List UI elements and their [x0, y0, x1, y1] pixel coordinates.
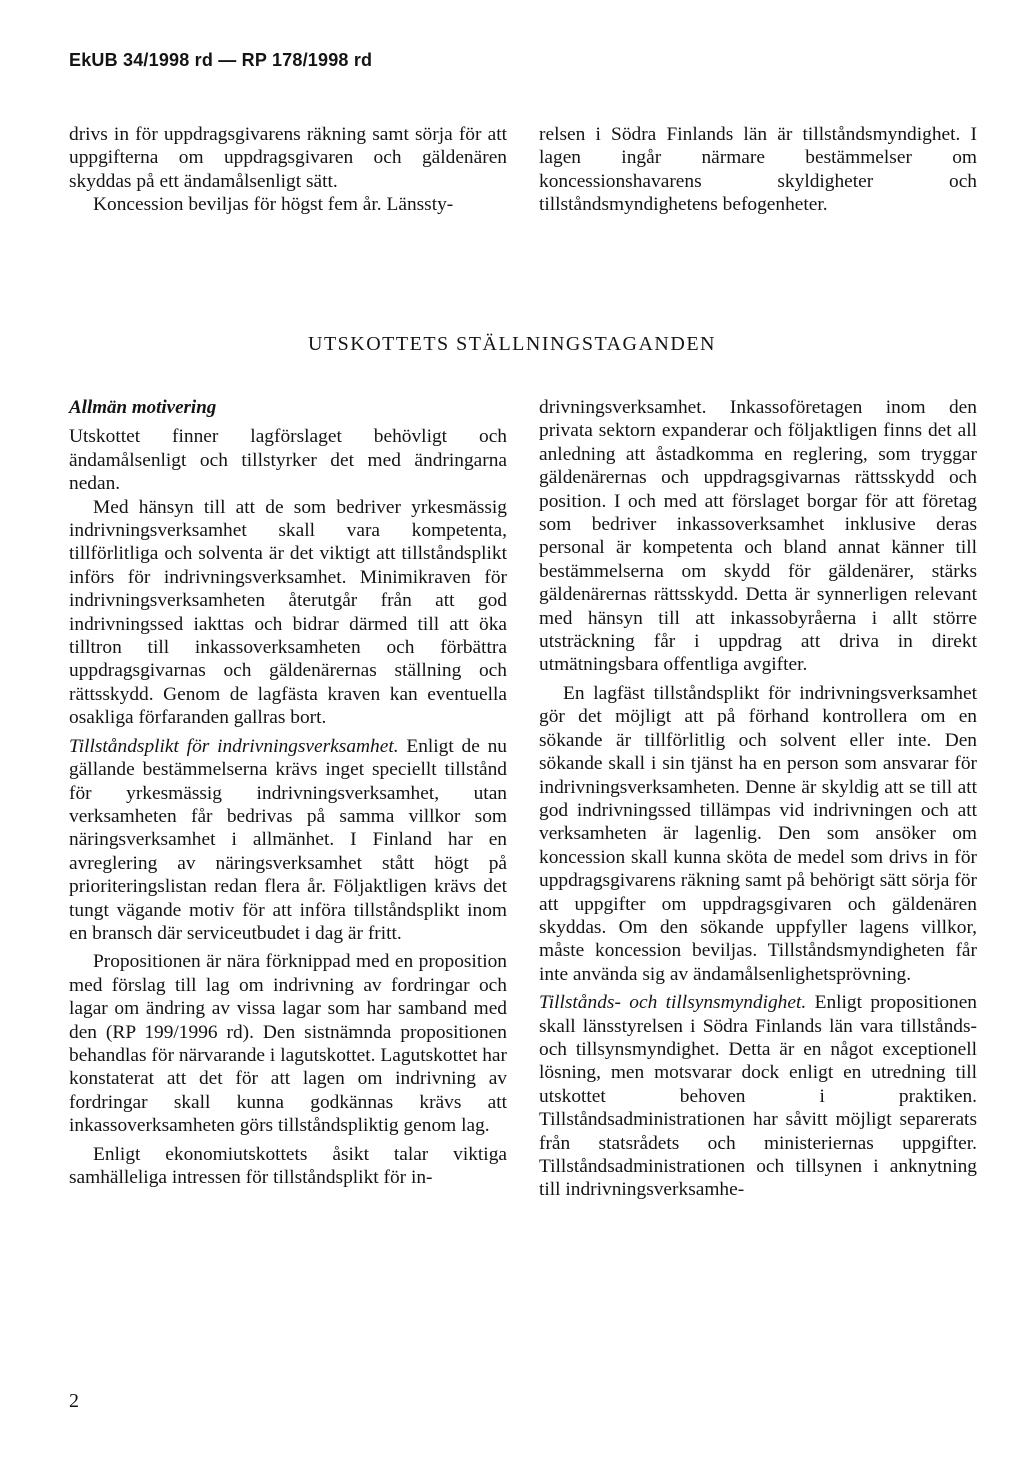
page-number: 2: [69, 1390, 79, 1412]
right-paragraph-3-text: Enligt propositionen skall länsstyrelsen i Södra Finlands län vara tillstånds- och tillsynsmyndighet. Detta är en något exceptionell lösning, men motsvarar dock enligt en utredning till utskottet behoven i praktiken. Tillståndsadministrationen har såvitt möjligt separerats från statsrådets och ministeriernas uppgifter. Tillståndsadministrationen och tillsynen i anknytning till indrivningsverksamhe-: [539, 992, 978, 1201]
right-column: [539, 396, 977, 1202]
right-paragraph-3: [539, 991, 977, 1202]
right-paragraph-2: En lagfäst tillståndsplikt för indrivningsverksamhet gör det möjligt att på förhand kontrollera om en sökande är tillförlitlig och solvent eller inte. Den sökande skall i sin tjänst ha en person som ansvarar för indrivningsverksamheten. Denne är skyldig att se till att god indrivningssed tillämpas vid indrivningen och att verksamheten är lagenlig. Den som ansöker om koncession skall kunna sköta de medel som drivs in för uppdragsgivarens räkning samt på behörigt sätt sörja för att uppgifter om uppdragsgivaren och gäldenären skyddas. Om den sökande uppfyller lagens villkor, måste koncession beviljas. Tillståndsmyndigheten får inte använda sig av ändamålsenlighetsprövning.: [539, 682, 977, 985]
left-paragraph-3: [69, 735, 507, 946]
top-right-column: [539, 123, 977, 217]
right-paragraph-1: drivningsverksamhet. Inkassoföretagen inom den privata sektorn expanderar och följaktligen finns det all anledning att åstadkomma en reglering, som tryggar gäldenärernas och uppdragsgivarnas rättsskydd och position. I och med att förslaget borgar för att företag som bedriver inkassoverksamhet inklusive deras personal är kompetenta och bland annat känner till bestämmelserna om skydd för gäldenärer, stärks gäldenärernas rättsskydd. Detta är synnerligen relevant med hänsyn till att inkassobyråerna i allt större utsträckning får i uppdrag att driva in direkt utmätningsbara offentliga avgifter.: [539, 397, 977, 676]
left-column: [69, 396, 507, 1189]
left-paragraph-2: Med hänsyn till att de som bedriver yrkesmässig indrivningsverksamhet skall vara kompetenta, tillförlitliga och solventa är det viktigt att tillståndsplikt införs för indrivningsverksamhet. Minimikraven för indrivningsverksamheten återutgår från att god indrivningssed iakttas och bidrar därmed till att öka tilltron till inkassoverksamheten och förbättra uppdragsgivarnas och gäldenärernas ställning och rättsskydd. Genom de lagfästa kraven kan eventuella osakliga förfaranden gallras bort.: [69, 496, 507, 729]
left-paragraph-1: Utskottet finner lagförslaget behövligt och ändamålsenligt och tillstyrker det med ändringarna nedan.: [69, 426, 507, 495]
right-paragraph-3-subheading: Tillstånds- och tillsynsmyndighet.: [539, 992, 807, 1014]
top-right-paragraph-1: relsen i Södra Finlands län är tillståndsmyndighet. I lagen ingår närmare bestämmelser om koncessionshavarens skyldigheter och tillståndsmyndighetens befogenheter.: [539, 124, 977, 216]
left-paragraph-4: Propositionen är nära förknippad med en proposition med förslag till lag om indrivning av fordringar och lagar om ändring av vissa lagar som har samband med den (RP 199/1996 rd). Den sistnämnda propositionen behandlas för närvarande i lagutskottet. Lagutskottet har konstaterat att det för att lagen om indrivning av fordringar skall kunna godkännas krävs att inkassoverksamheten görs tillståndspliktig genom lag.: [69, 951, 507, 1137]
left-paragraph-3-text: Enligt de nu gällande bestämmelserna krävs inget speciellt tillstånd för yrkesmässig indrivningsverksamhet, utan verksamheten får bedrivas på samma villkor som näringsverksamhet i allmänhet. I Finland har en avreglering av näringsverksamhet stått högt på prioriteringslistan redan flera år. Följaktligen krävs det tungt vägande motiv för att införa tillståndsplikt inom en bransch där serviceutbudet i dag är fritt.: [69, 735, 507, 944]
top-left-paragraph-2: Koncession beviljas för högst fem år. Länssty-: [93, 194, 454, 216]
section-title: UTSKOTTETS STÄLLNINGSTAGANDEN: [308, 333, 716, 355]
subsection-heading: Allmän motivering: [69, 397, 217, 418]
running-head: EkUB 34/1998 rd — RP 178/1998 rd: [69, 50, 373, 70]
left-paragraph-5: Enligt ekonomiutskottets åsikt talar viktiga samhälleliga intressen för tillståndsplikt för in-: [69, 1143, 507, 1188]
top-left-column: [69, 123, 507, 217]
top-left-paragraph-1: drivs in för uppdragsgivarens räkning samt sörja för att uppgifterna om uppdragsgivaren och gäldenären skyddas på ett ändamålsenligt sätt.: [69, 124, 507, 192]
left-paragraph-3-subheading: Tillståndsplikt för indrivningsverksamhet.: [69, 735, 399, 757]
